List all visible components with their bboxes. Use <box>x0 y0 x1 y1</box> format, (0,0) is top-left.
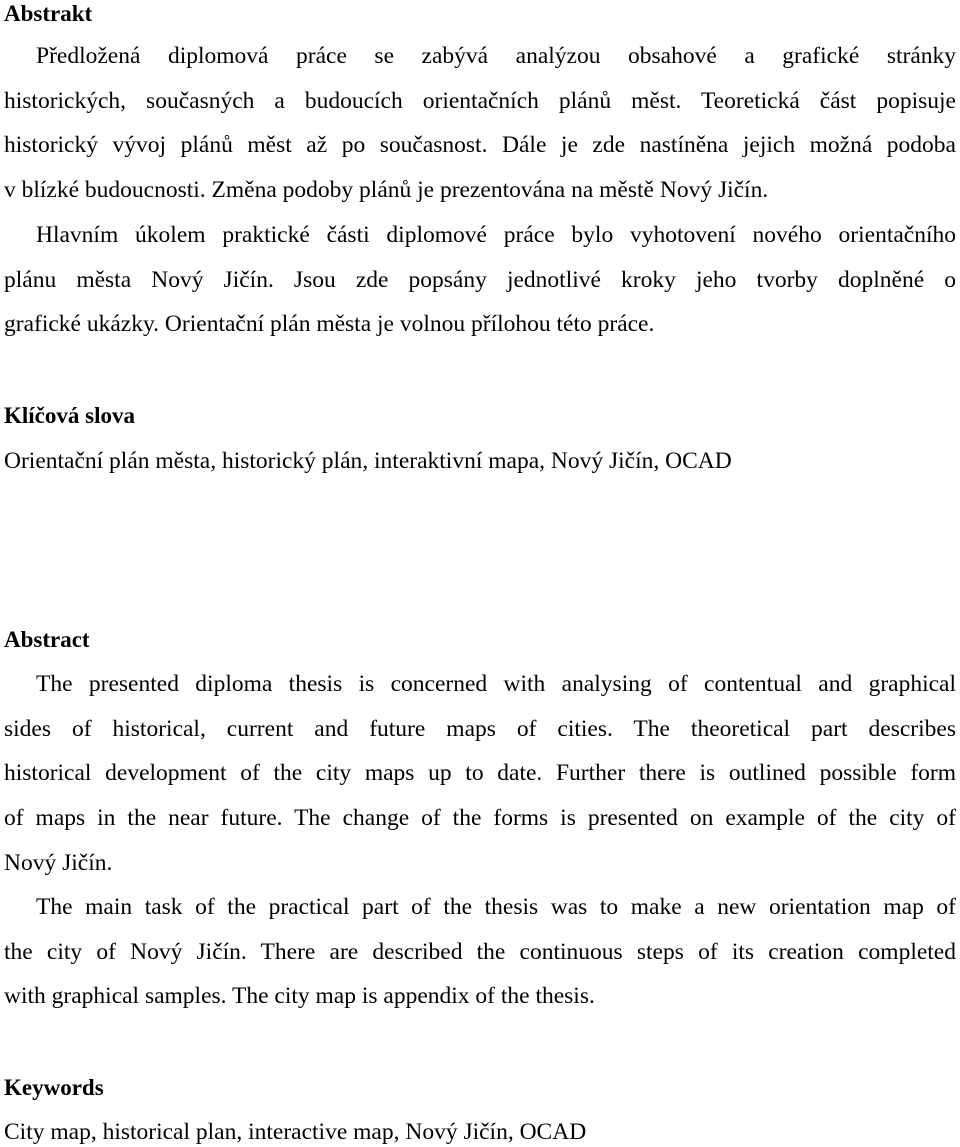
abstrakt-paragraph-1 <box>4 34 956 213</box>
abstrakt-p1-line: historický vývoj plánů měst až po současnost. Dále je zde nastíněna jejich možná podoba <box>4 132 956 159</box>
abstract-paragraph-2 <box>4 885 956 1019</box>
klicova-slova-heading: Klíčová slova <box>4 403 135 428</box>
abstrakt-p2-line: grafické ukázky. Orientační plán města je volnou přílohou této práce. <box>4 311 655 338</box>
abstrakt-p2-line: plánu města Nový Jičín. Jsou zde popsány jednotlivé kroky jeho tvorby doplněné o <box>4 266 956 293</box>
klicova-slova-text: Orientační plán města, historický plán, interaktivní mapa, Nový Jičín, OCAD <box>4 448 732 474</box>
abstract-p2-line: The main task of the practical part of the thesis was to make a new orientation map of <box>36 894 956 920</box>
abstract-p1-line: sides of historical, current and future maps of cities. The theoretical part describes <box>4 715 956 742</box>
abstrakt-p1-line: historických, současných a budoucích orientačních plánů měst. Teoretická část popisuje <box>4 87 956 114</box>
abstract-p2-line: with graphical samples. The city map is appendix of the thesis. <box>4 983 595 1010</box>
abstract-heading: Abstract <box>4 627 90 652</box>
abstrakt-p1-line: Předložená diplomová práce se zabývá analýzou obsahové a grafické stránky <box>36 43 956 69</box>
abstrakt-p2-line: Hlavním úkolem praktické části diplomové práce bylo vyhotovení nového orientačního <box>36 222 956 248</box>
abstract-paragraph-1 <box>4 662 956 886</box>
abstract-p1-line: The presented diploma thesis is concerned with analysing of contentual and graphical <box>36 671 956 697</box>
abstract-p1-line: of maps in the near future. The change of the forms is presented on example of the city of <box>4 805 956 832</box>
abstrakt-heading: Abstrakt <box>4 1 93 26</box>
abstrakt-p1-line: v blízké budoucnosti. Změna podoby plánů je prezentována na městě Nový Jičín. <box>4 177 769 204</box>
keywords-heading: Keywords <box>4 1075 104 1100</box>
abstract-p1-line: Nový Jičín. <box>4 849 113 876</box>
abstract-p1-line: historical development of the city maps up to date. Further there is outlined possible form <box>4 760 956 787</box>
abstrakt-paragraph-2 <box>4 213 956 347</box>
abstract-p2-line: the city of Nový Jičín. There are described the continuous steps of its creation completed <box>4 938 956 965</box>
keywords-text: City map, historical plan, interactive map, Nový Jičín, OCAD <box>4 1119 587 1145</box>
